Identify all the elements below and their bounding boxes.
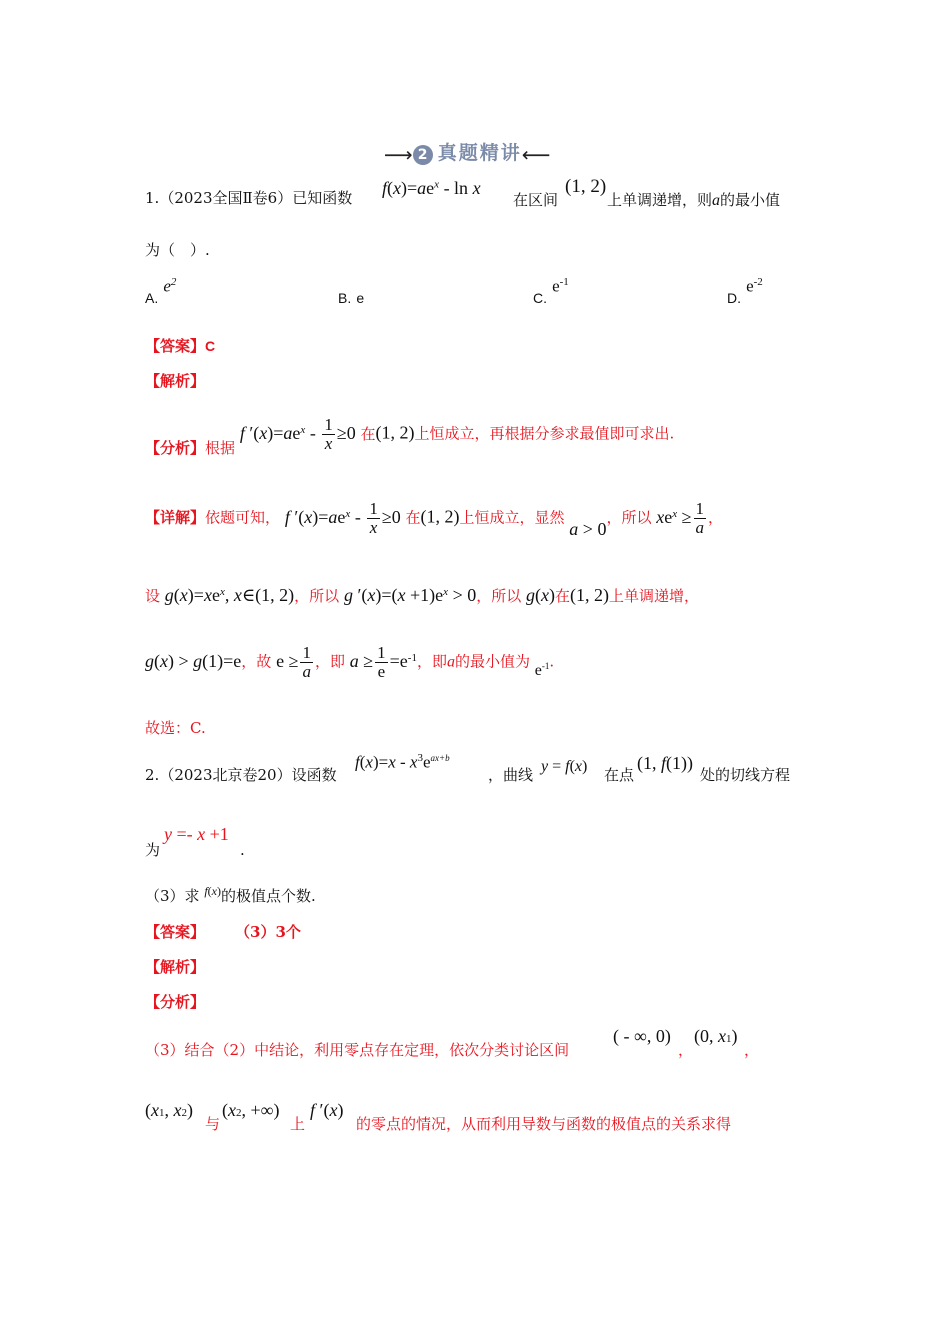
q1-stem-line1: 1.（2023全国Ⅱ卷6）已知函数 [145,189,353,207]
q2-para1: （3）结合（2）中结论，利用零点存在定理，依次分类讨论区间 [145,1041,570,1059]
q2-point: (1, f(1)) [637,753,693,773]
q1-stem-line2: 为（ ）. [145,241,210,259]
q2-comma-2: ， [744,1041,760,1059]
q2-comma-1: ， [678,1041,694,1059]
left-arrow-icon: ⟵ [521,142,551,167]
q2-tail: 处的切线方程 [700,766,791,784]
q2-interval-2: (0, x1) [694,1026,738,1046]
q1-detail-formula: f $'(x)=ae^x$ - $\frac{1}{x}$ ≥0 [284,499,401,537]
q1-detail: 【详解】依题可知， f $'(x)=ae^x$ - $\frac{1}{x}$ ≥0 在(1, 2)上恒成立，显然 a > 0，所以 $xe^x$ ≥ $\frac{1}{a}$ ， [145,499,724,539]
q2-interval-3: (x1, x2) [145,1100,193,1120]
q1-mid-text: 在区间 [513,191,559,209]
q1-option-d[interactable]: D. $e^{-2}$ [727,276,763,307]
q1-analysis-tag: 【解析】 [145,372,206,390]
q2-tangent-line: y =- x +1 [164,824,229,844]
q2-analysis-tag: 【解析】 [145,958,206,976]
q2-curve: y = f(x) [541,758,588,775]
q2-shang: 上 [290,1115,306,1133]
q2-stem-line2-end: . [240,841,245,859]
q1-source: （2023全国Ⅱ卷6）已知函数 [159,189,353,207]
right-arrow-icon: ⟶ [384,142,413,167]
q2-stem-line1: 2.（2023北京卷20）设函数 [145,766,337,784]
q1-formula: $f(x)=ae^x - \ln x$ [382,178,481,198]
q1-answer: 【答案】C [145,337,216,355]
q1-conclusion: g(x) > g(1)=e，故 e ≥ $\frac{1}{a}$ ，即 a ≥ $\frac{1}{e}$ $=e^{-1}$，即a的最小值为 $e^{-1}$. [145,643,555,681]
q2-interval-1: ( - ∞, 0) [613,1026,671,1046]
q2-stem-line2: 为 [145,841,161,859]
q2-formula: $f(x)=x - x^3e^{ax+b}$ [355,752,450,772]
q2-sub3: （3）求 f(x)的极值点个数. [145,884,316,905]
q1-define-g: 设 $g(x)=xe^x$, x∈(1, 2)，所以 g $'(x)=(x +1)e^x > 0$，所以 g(x)在(1, 2)上单调递增， [145,585,700,605]
q1-interval: (1, 2) [565,176,607,197]
q2-derivative: f ′(x) [310,1100,344,1120]
section-number-badge: 2 [413,145,433,165]
q2-para2: 的零点的情况，从而利用导数与函数的极值点的关系求得 [356,1115,732,1133]
q2-mid: ，曲线 [488,766,534,784]
q1-option-a[interactable]: A. $e^2$ [145,276,177,307]
q1-fenxi: 【分析】根据 f $'(x)=ae^x$ - $\frac{1}{x}$ ≥0 在(1, 2)上恒成立，再根据分参求最值即可求出. [145,415,675,457]
q1-fenxi-formula: f $'(x)=ae^x$ - $\frac{1}{x}$ ≥0 [239,415,356,453]
q2-answer: 【答案】 （3）3个 [145,923,301,941]
q1-choose: 故选：C. [145,719,206,737]
q1-tail: 上单调递增，则a的最小值 [607,191,781,209]
section-title [384,138,550,167]
q2-yu: 与 [205,1115,221,1133]
section-title-text: 真题精讲 [437,142,522,164]
q1-option-c[interactable]: C. $e^{-1}$ [533,276,569,307]
q2-fenxi-tag: 【分析】 [145,993,206,1011]
q1-option-b[interactable]: B. e [338,290,365,306]
q2-interval-4: (x2, +∞) [222,1100,280,1120]
q2-mid2: 在点 [604,766,635,784]
